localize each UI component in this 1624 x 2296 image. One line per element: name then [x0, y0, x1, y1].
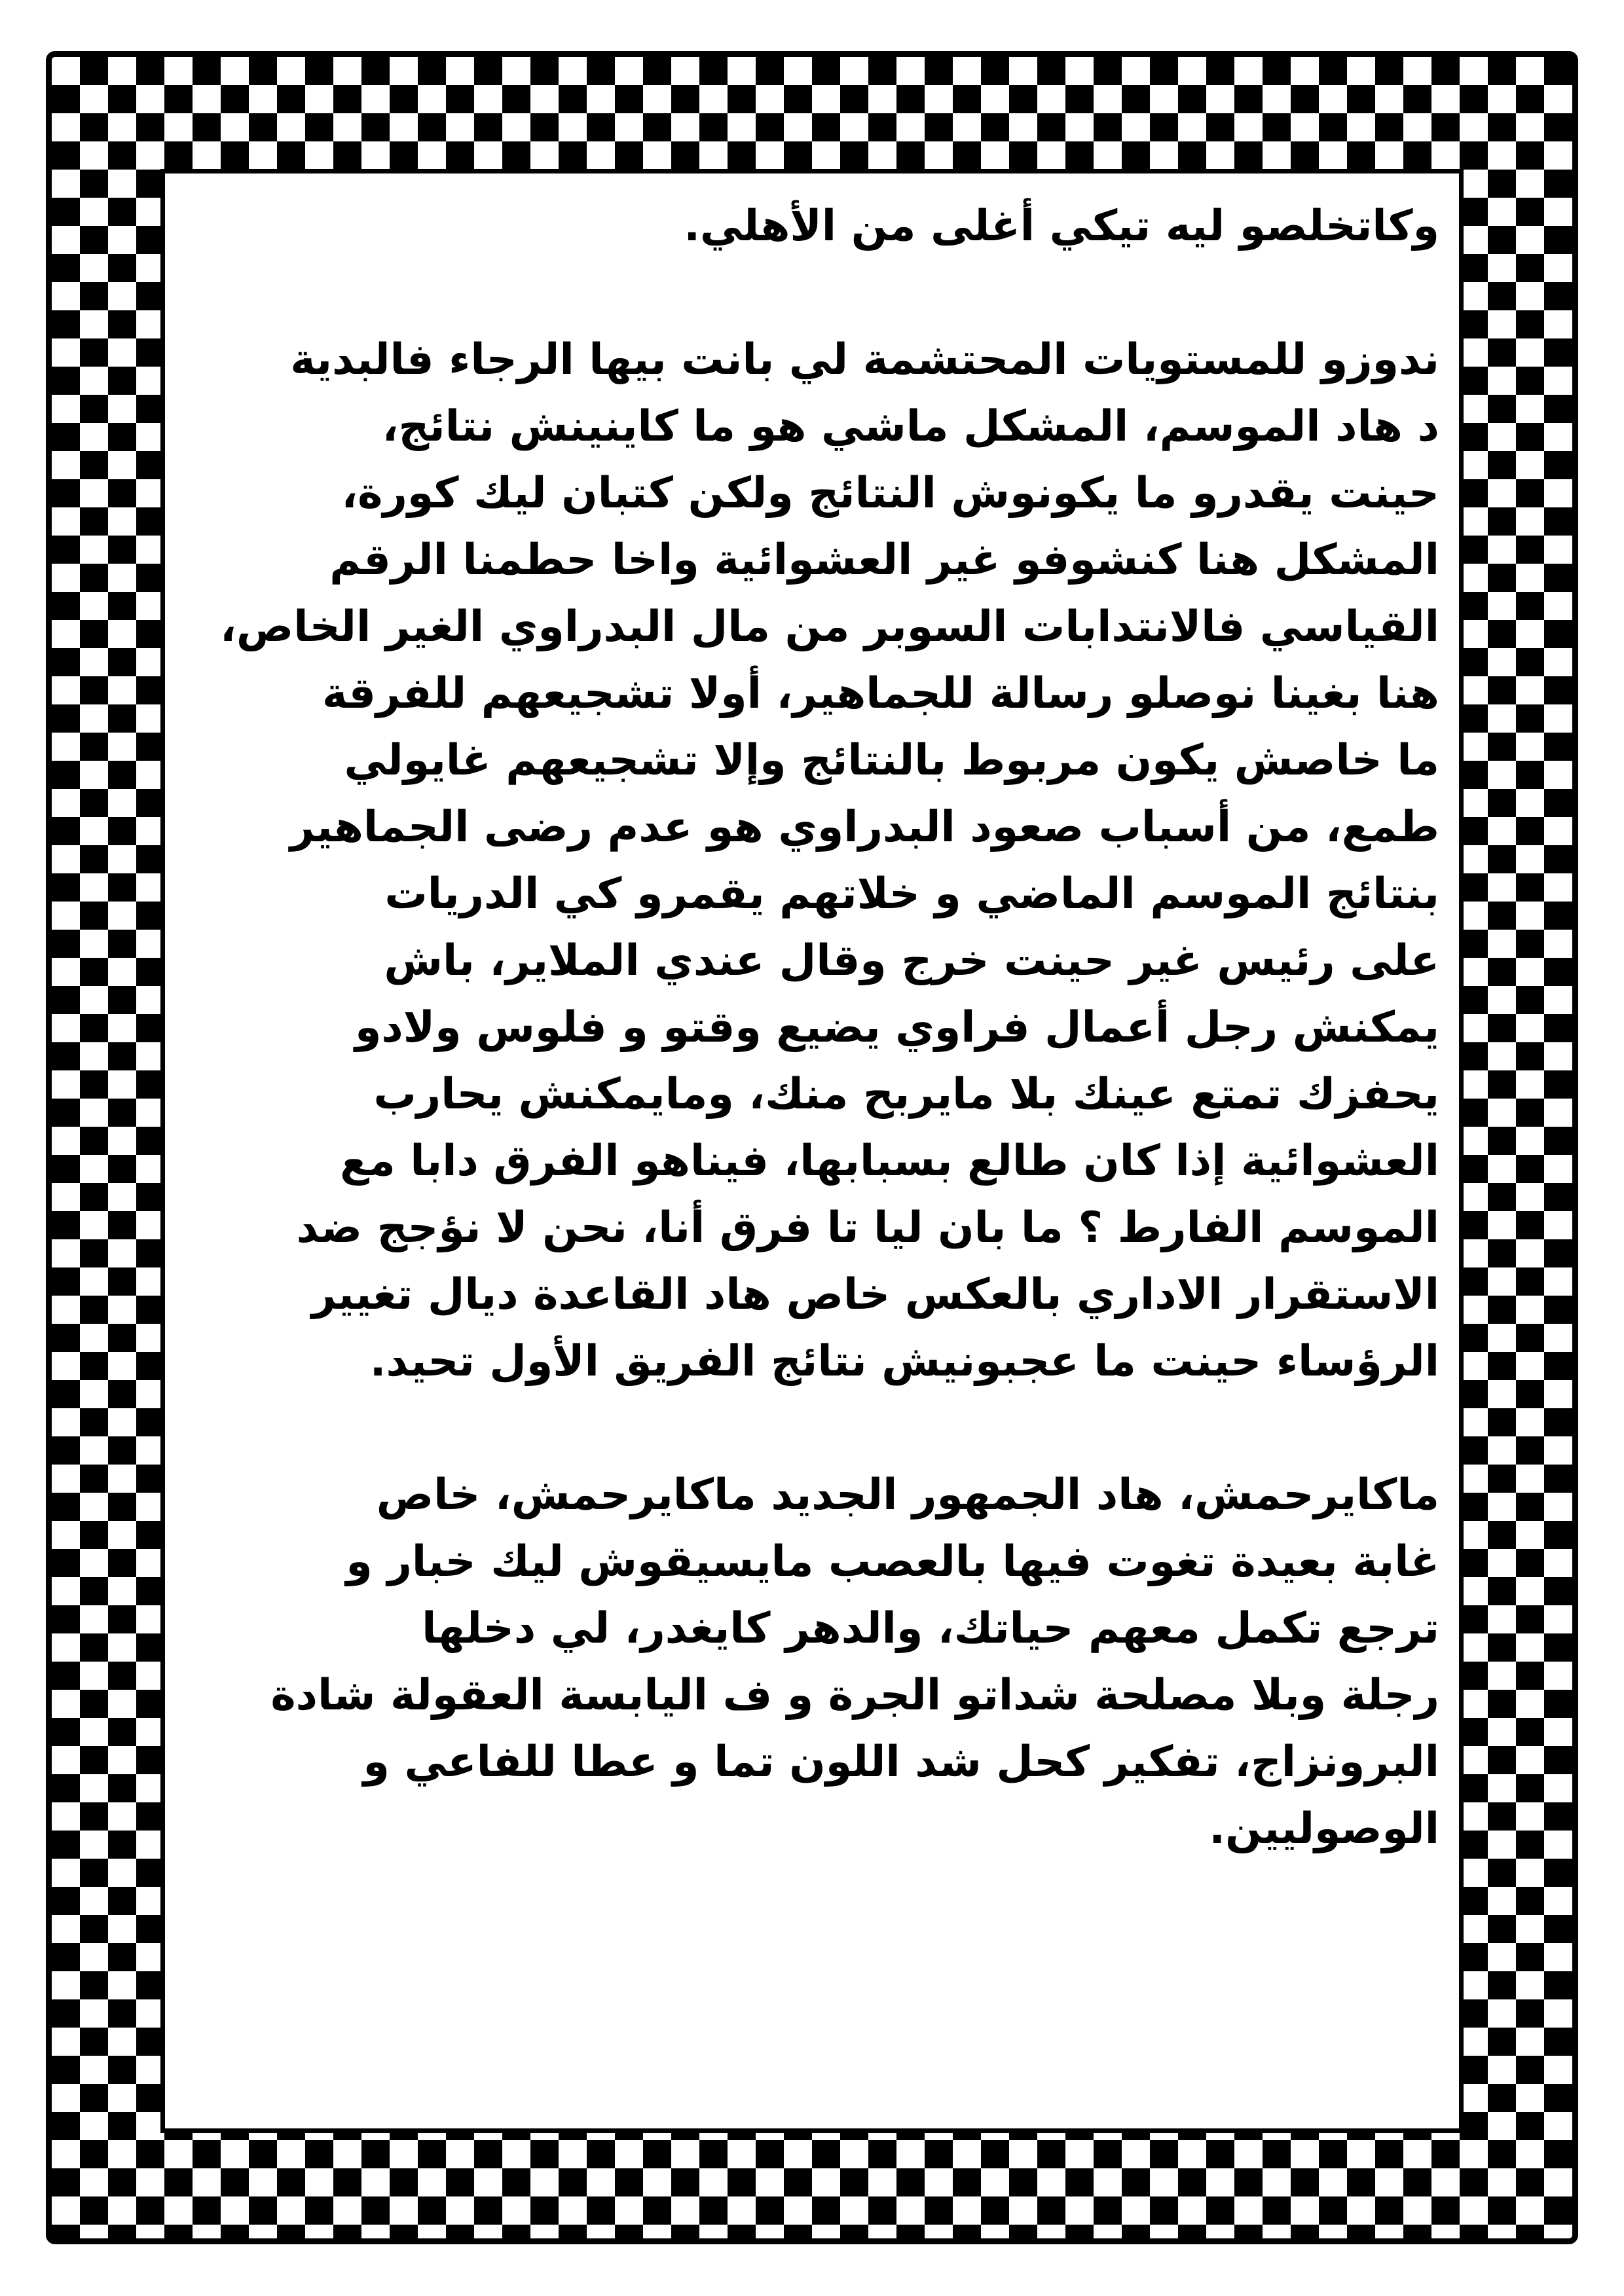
text-line: البرونزاج، تفكير كحل شد اللون تما و عطا للفاعي و — [363, 1738, 1439, 1787]
document-text-body — [211, 193, 1439, 1929]
text-line: ما خاصش يكون مربوط بالنتائج وإلا تشجيعهم غايولي — [344, 736, 1439, 785]
text-line: ماكايرحمش، هاد الجمهور الجديد ماكايرحمش، خاص — [376, 1470, 1439, 1520]
text-line: يحفزك تمتع عينك بلا مايربح منك، ومايمكنش يحارب — [373, 1070, 1439, 1119]
text-line: الرؤساء حينت ما عجبونيش نتائج الفريق الأول تحيد. — [369, 1337, 1439, 1386]
paragraph-3 — [211, 1462, 1439, 1863]
text-line: بنتائج الموسم الماضي و خلاتهم يقمرو كي الدريات — [384, 869, 1439, 919]
text-line: د هاد الموسم، المشكل ماشي هو ما كاينينش نتائج، — [382, 402, 1439, 451]
text-line: الوصوليين. — [1209, 1804, 1439, 1853]
text-line: على رئيس غير حينت خرج وقال عندي الملاير، باش — [384, 936, 1439, 985]
text-line: العشوائية إذا كان طالع بسبابها، فيناهو الفرق دابا مع — [340, 1137, 1439, 1186]
text-line: طمع، من أسباب صعود البدراوي هو عدم رضى الجماهير — [289, 803, 1439, 852]
paragraph-1 — [211, 193, 1439, 260]
text-line: المشكل هنا كنشوفو غير العشوائية واخا حطمنا الرقم — [329, 536, 1439, 585]
text-content-panel — [160, 169, 1464, 2133]
text-line: حينت يقدرو ما يكونوش النتائج ولكن كتبان ليك كورة، — [341, 469, 1439, 518]
text-line: غابة بعيدة تغوت فيها بالعصب مايسيقوش ليك خبار و — [346, 1537, 1439, 1586]
paragraph-2 — [211, 327, 1439, 1395]
text-line: وكاتخلصو ليه تيكي أغلى من الأهلي. — [684, 202, 1439, 251]
text-line: يمكنش رجل أعمال فراوي يضيع وقتو و فلوس ولادو — [355, 1003, 1439, 1052]
text-line: الاستقرار الاداري بالعكس خاص هاد القاعدة ديال تغيير — [311, 1270, 1439, 1319]
text-line: القياسي فالانتدابات السوبر من مال البدراوي الغير الخاص، — [220, 602, 1439, 651]
text-line: هنا بغينا نوصلو رسالة للجماهير، أولا تشجيعهم للفرقة — [322, 669, 1439, 718]
text-line: الموسم الفارط ؟ ما بان ليا تا فرق أنا، نحن لا نؤجج ضد — [296, 1203, 1439, 1252]
text-line: ترجع تكمل معهم حياتك، والدهر كايغدر، لي دخلها — [422, 1604, 1439, 1653]
text-line: ندوزو للمستويات المحتشمة لي بانت بيها الرجاء فالبدية — [290, 335, 1439, 384]
text-line: رجلة وبلا مصلحة شداتو الجرة و ف اليابسة العقولة شادة — [270, 1671, 1439, 1720]
